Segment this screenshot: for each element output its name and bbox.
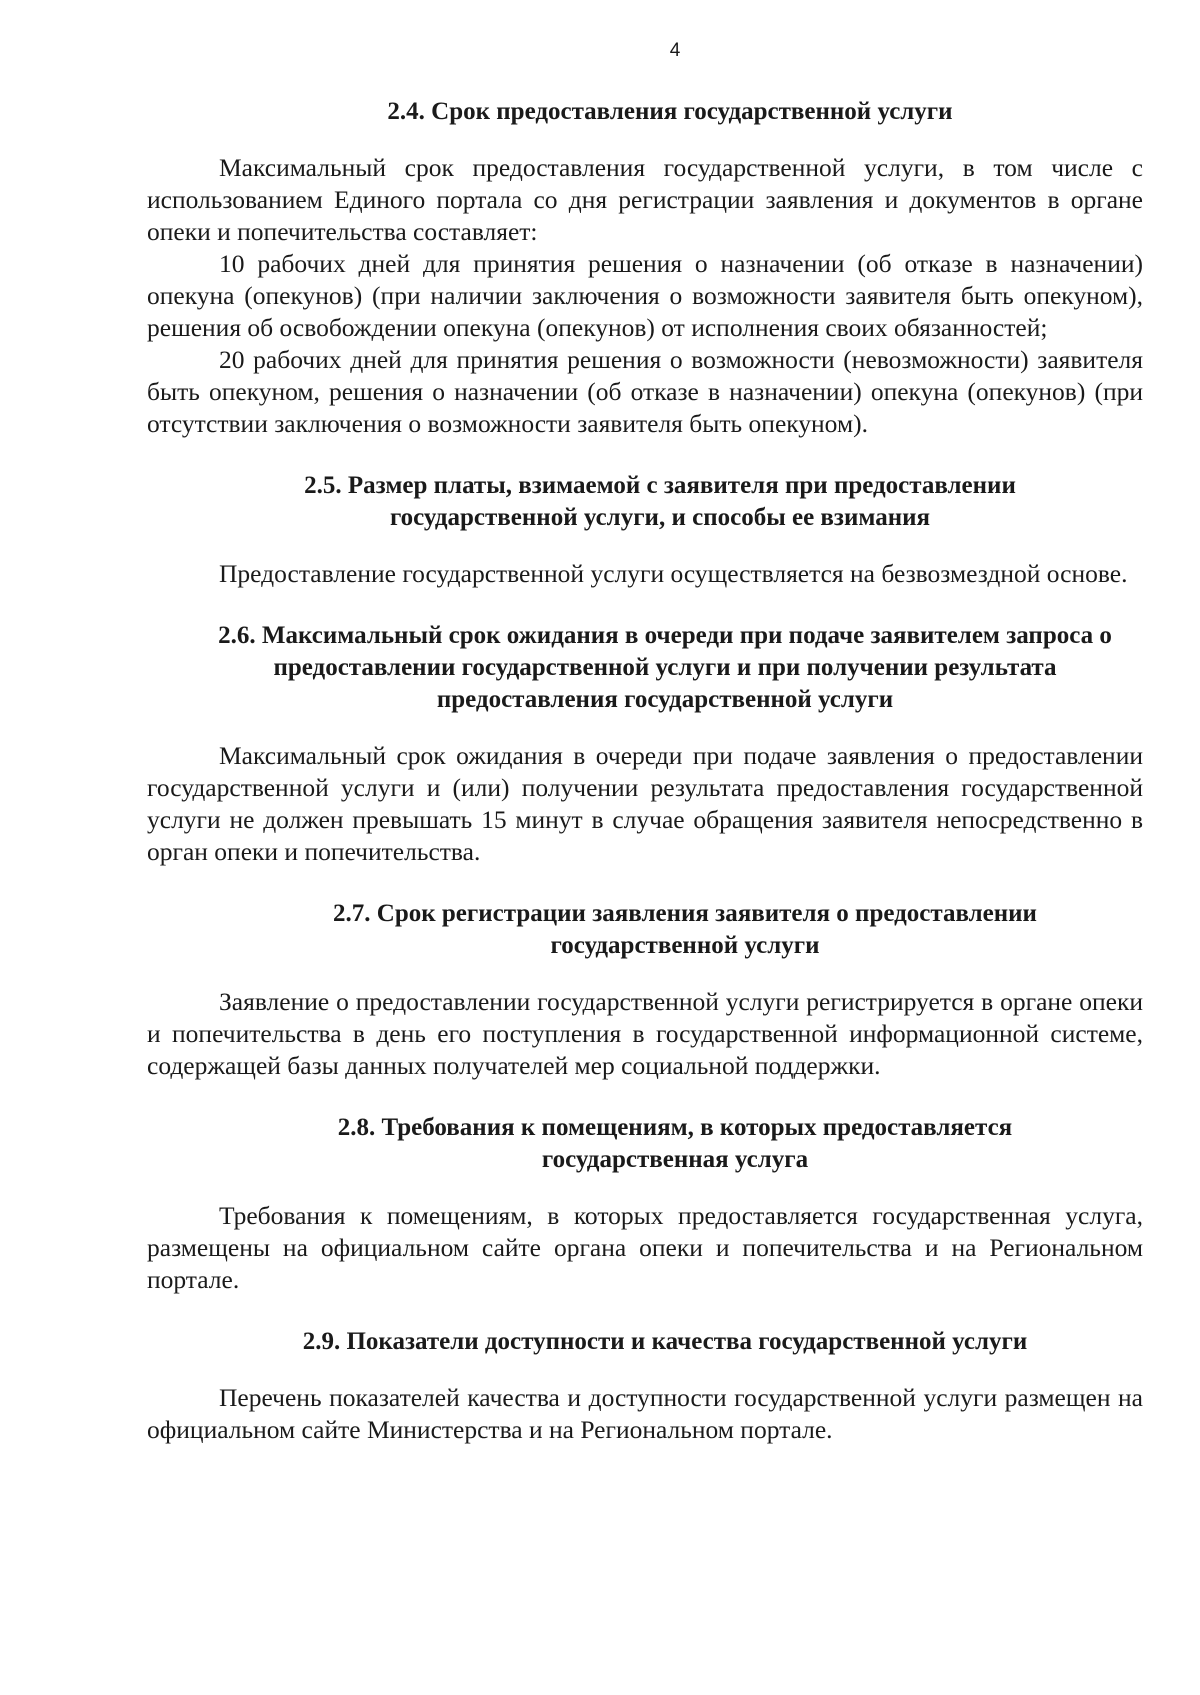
paragraph: Требования к помещениям, в которых предоставляется государственная услуга, размещены на официальном сайте органа опеки и попечительства и на Региональном портале.: [147, 1201, 1143, 1294]
section-2-7: [147, 898, 1143, 1082]
paragraph: Заявление о предоставлении государственной услуги регистрируется в органе опеки и попечительства в день его поступления в государственной информационной системе, содержащей базы данных получателей мер социальной поддержки.: [147, 987, 1143, 1080]
section-2-4: [147, 96, 1143, 440]
section-heading: 2.4. Срок предоставления государственной услуги: [387, 98, 953, 125]
section-heading: 2.9. Показатели доступности и качества государственной услуги: [302, 1328, 1028, 1355]
section-2-8: [147, 1112, 1143, 1296]
section-heading: 2.5. Размер платы, взимаемой с заявителя при предоставлении государственной услуги, и способы ее взимания: [304, 472, 1016, 531]
paragraph: Максимальный срок ожидания в очереди при подаче заявления о предоставлении государственной услуги и (или) получении результата предоставления государственной услуги не должен превышать 15 минут в случае обращения заявителя непосредственно в орган опеки и попечительства.: [147, 741, 1143, 866]
paragraph: Предоставление государственной услуги осуществляется на безвозмездной основе.: [219, 559, 1128, 588]
section-heading: 2.7. Срок регистрации заявления заявителя о предоставлении государственной услуги: [333, 900, 1037, 959]
paragraph: 20 рабочих дней для принятия решения о возможности (невозможности) заявителя быть опекуном, решения о назначении (об отказе в назначении) опекуна (опекунов) (при отсутствии заключения о возможности заявителя быть опекуном).: [147, 345, 1143, 438]
section-heading: 2.6. Максимальный срок ожидания в очереди при подаче заявителем запроса о предоставлении государственной услуги и при получении результата предоставления государственной услуги: [218, 622, 1112, 713]
section-2-5: [147, 470, 1143, 590]
paragraph: 10 рабочих дней для принятия решения о назначении (об отказе в назначении) опекуна (опекунов) (при наличии заключения о возможности заявителя быть опекуном), решения об освобождении опекуна (опекунов) от исполнения своих обязанностей;: [147, 249, 1143, 342]
section-heading: 2.8. Требования к помещениям, в которых предоставляется государственная услуга: [337, 1114, 1013, 1173]
section-2-6: [147, 620, 1143, 868]
paragraph: Максимальный срок предоставления государственной услуги, в том числе с использованием Единого портала со дня регистрации заявления и документов в органе опеки и попечительства составляет:: [147, 153, 1143, 246]
page-number: 4: [669, 40, 681, 61]
paragraph: Перечень показателей качества и доступности государственной услуги размещен на официальном сайте Министерства и на Региональном портале.: [147, 1383, 1143, 1444]
document-page: [147, 40, 1143, 1476]
section-2-9: [147, 1326, 1143, 1446]
